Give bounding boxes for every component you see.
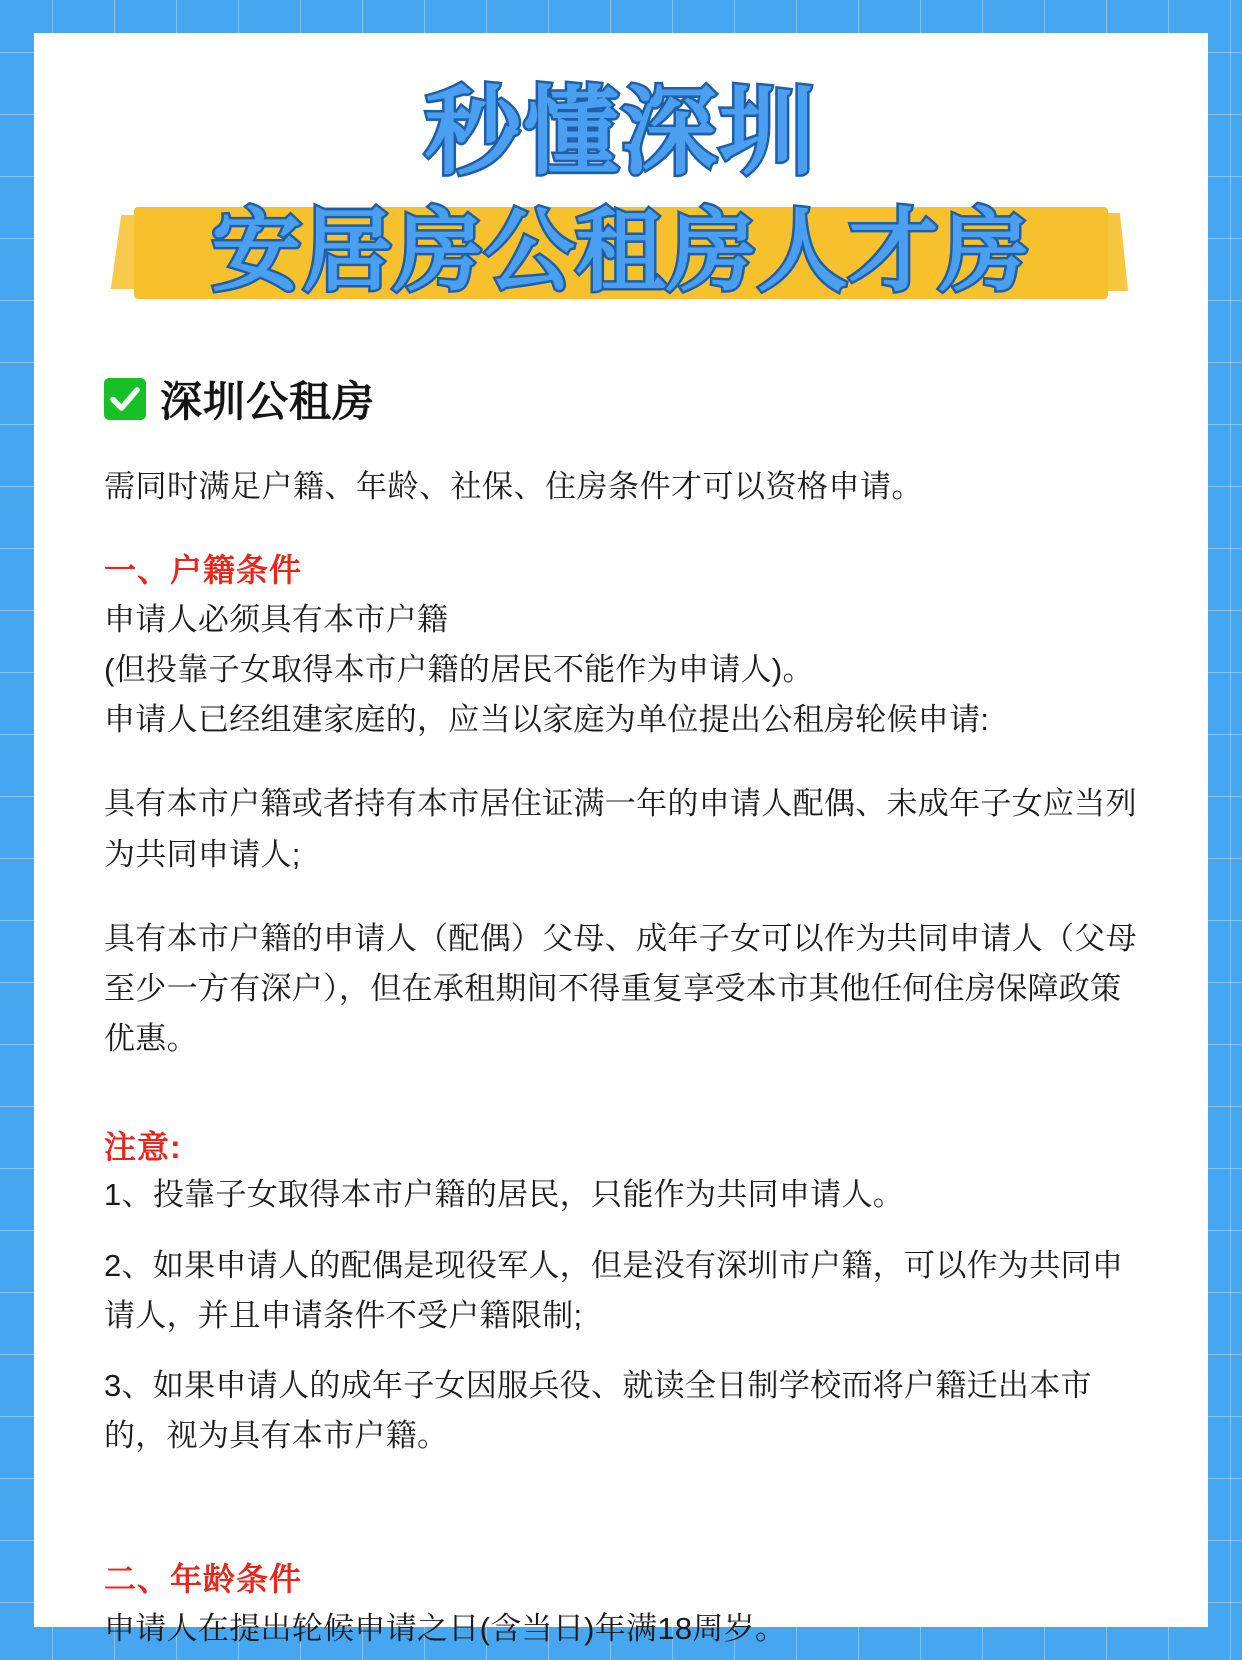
title-line-2: 安居房公租房人才房 bbox=[211, 198, 1031, 304]
block-paragraph: 申请人已经组建家庭的，应当以家庭为单位提出公租房轮候申请: bbox=[104, 702, 990, 738]
note-heading: 注意: bbox=[104, 1129, 182, 1166]
title-line-1: 秒懂深圳 bbox=[425, 76, 817, 188]
block-paragraph: (但投靠子女取得本市户籍的居民不能作为申请人)。 bbox=[104, 651, 814, 687]
check-icon bbox=[104, 378, 146, 420]
poster-card bbox=[34, 33, 1208, 1646]
block-paragraph: 具有本市户籍或者持有本市居住证满一年的申请人配偶、未成年子女应当列为共同申请人; bbox=[104, 786, 1137, 872]
note-item: 3、如果申请人的成年子女因服兵役、就读全日制学校而将户籍迁出本市的，视为具有本市户籍。 bbox=[104, 1368, 1092, 1454]
section-heading-label: 深圳公租房 bbox=[160, 377, 376, 425]
section-heading bbox=[104, 369, 1148, 429]
section-intro: 需同时满足户籍、年龄、社保、住房条件才可以资格申请。 bbox=[104, 468, 923, 504]
block-heading-age: 二、年龄条件 bbox=[104, 1560, 303, 1597]
block-paragraph: 申请人在提出轮候申请之日(含当日)年满18周岁。 bbox=[104, 1610, 787, 1646]
block-paragraph: 具有本市户籍的申请人（配偶）父母、成年子女可以作为共同申请人（父母至少一方有深户），但在承租期间不得重复享受本市其他任何住房保障政策优惠。 bbox=[104, 920, 1137, 1057]
note-item: 1、投靠子女取得本市户籍的居民，只能作为共同申请人。 bbox=[104, 1177, 905, 1213]
block-paragraph: 申请人必须具有本市户籍 bbox=[104, 601, 449, 637]
block-heading-household: 一、户籍条件 bbox=[104, 551, 303, 588]
note-item: 2、如果申请人的配偶是现役军人，但是没有深圳市户籍，可以作为共同申请人，并且申请条件不受户籍限制; bbox=[104, 1247, 1124, 1333]
poster-title bbox=[94, 63, 1148, 311]
title-line-2-container bbox=[94, 193, 1148, 311]
